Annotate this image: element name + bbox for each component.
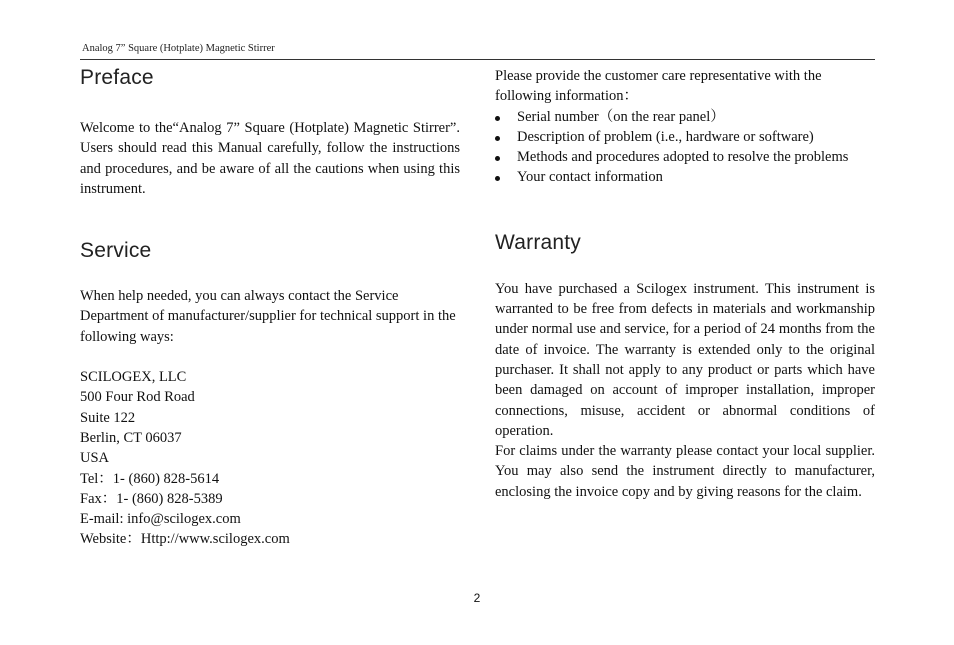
bullet-icon [495, 156, 500, 161]
street-address: 500 Four Rod Road [80, 389, 195, 406]
bullet-icon [495, 136, 500, 141]
email: E-mail: info@scilogex.com [80, 511, 241, 528]
list-item [495, 107, 875, 127]
page-number: 2 [473, 591, 481, 605]
preface-heading: Preface [80, 66, 154, 89]
list-item [495, 147, 875, 167]
list-item-text: Your contact information [517, 169, 663, 186]
warranty-heading: Warranty [495, 230, 581, 254]
list-item [495, 167, 875, 187]
telephone: Tel：1- (860) 828-5614 [80, 470, 220, 487]
right-column [495, 66, 875, 502]
customer-care-intro: Please provide the customer care representative with the following information： [495, 68, 822, 105]
service-intro: When help needed, you can always contact the Service Department of manufacturer/supplier for technical support in the following ways: [80, 288, 456, 345]
website: Website：Http://www.scilogex.com [80, 531, 290, 548]
city-state-zip: Berlin, CT 06037 [80, 429, 182, 446]
suite: Suite 122 [80, 409, 136, 426]
list-item-text: Methods and procedures adopted to resolve the problems [517, 149, 849, 166]
header-rule [80, 59, 875, 60]
left-column [80, 66, 460, 550]
preface-body: Welcome to the“Analog 7” Square (Hotplate) Magnetic Stirrer”. Users should read this Manual carefully, follow the instructions and procedures, and be aware of all the cautions when using this instrument. [80, 120, 460, 197]
country: USA [80, 450, 110, 467]
bullet-icon [495, 116, 500, 121]
information-list [495, 107, 875, 188]
list-item-text: Serial number（on the rear panel） [517, 108, 725, 125]
warranty-claims-paragraph: For claims under the warranty please contact your local supplier. You may also send the instrument directly to manufacturer, enclosing the invoice copy and by giving reasons for the claim. [495, 443, 875, 500]
running-header: Analog 7” Square (Hotplate) Magnetic Stirrer [82, 43, 275, 54]
bullet-icon [495, 176, 500, 181]
contact-address [80, 367, 460, 550]
fax: Fax：1- (860) 828-5389 [80, 490, 223, 507]
warranty-paragraph: You have purchased a Scilogex instrument. This instrument is warranted to be free from defects in materials and workmanship under normal use and service, for a period of 24 months from the date of invoice. The warranty is extended only to the original purchaser. It shall not apply to any product or parts which have been damaged on account of improper installation, improper connections, misuse, accident or abnormal conditions of operation. [495, 280, 875, 439]
service-heading: Service [80, 239, 152, 263]
list-item-text: Description of problem (i.e., hardware or software) [517, 128, 814, 145]
list-item [495, 127, 875, 147]
company-name: SCILOGEX, LLC [80, 369, 187, 386]
